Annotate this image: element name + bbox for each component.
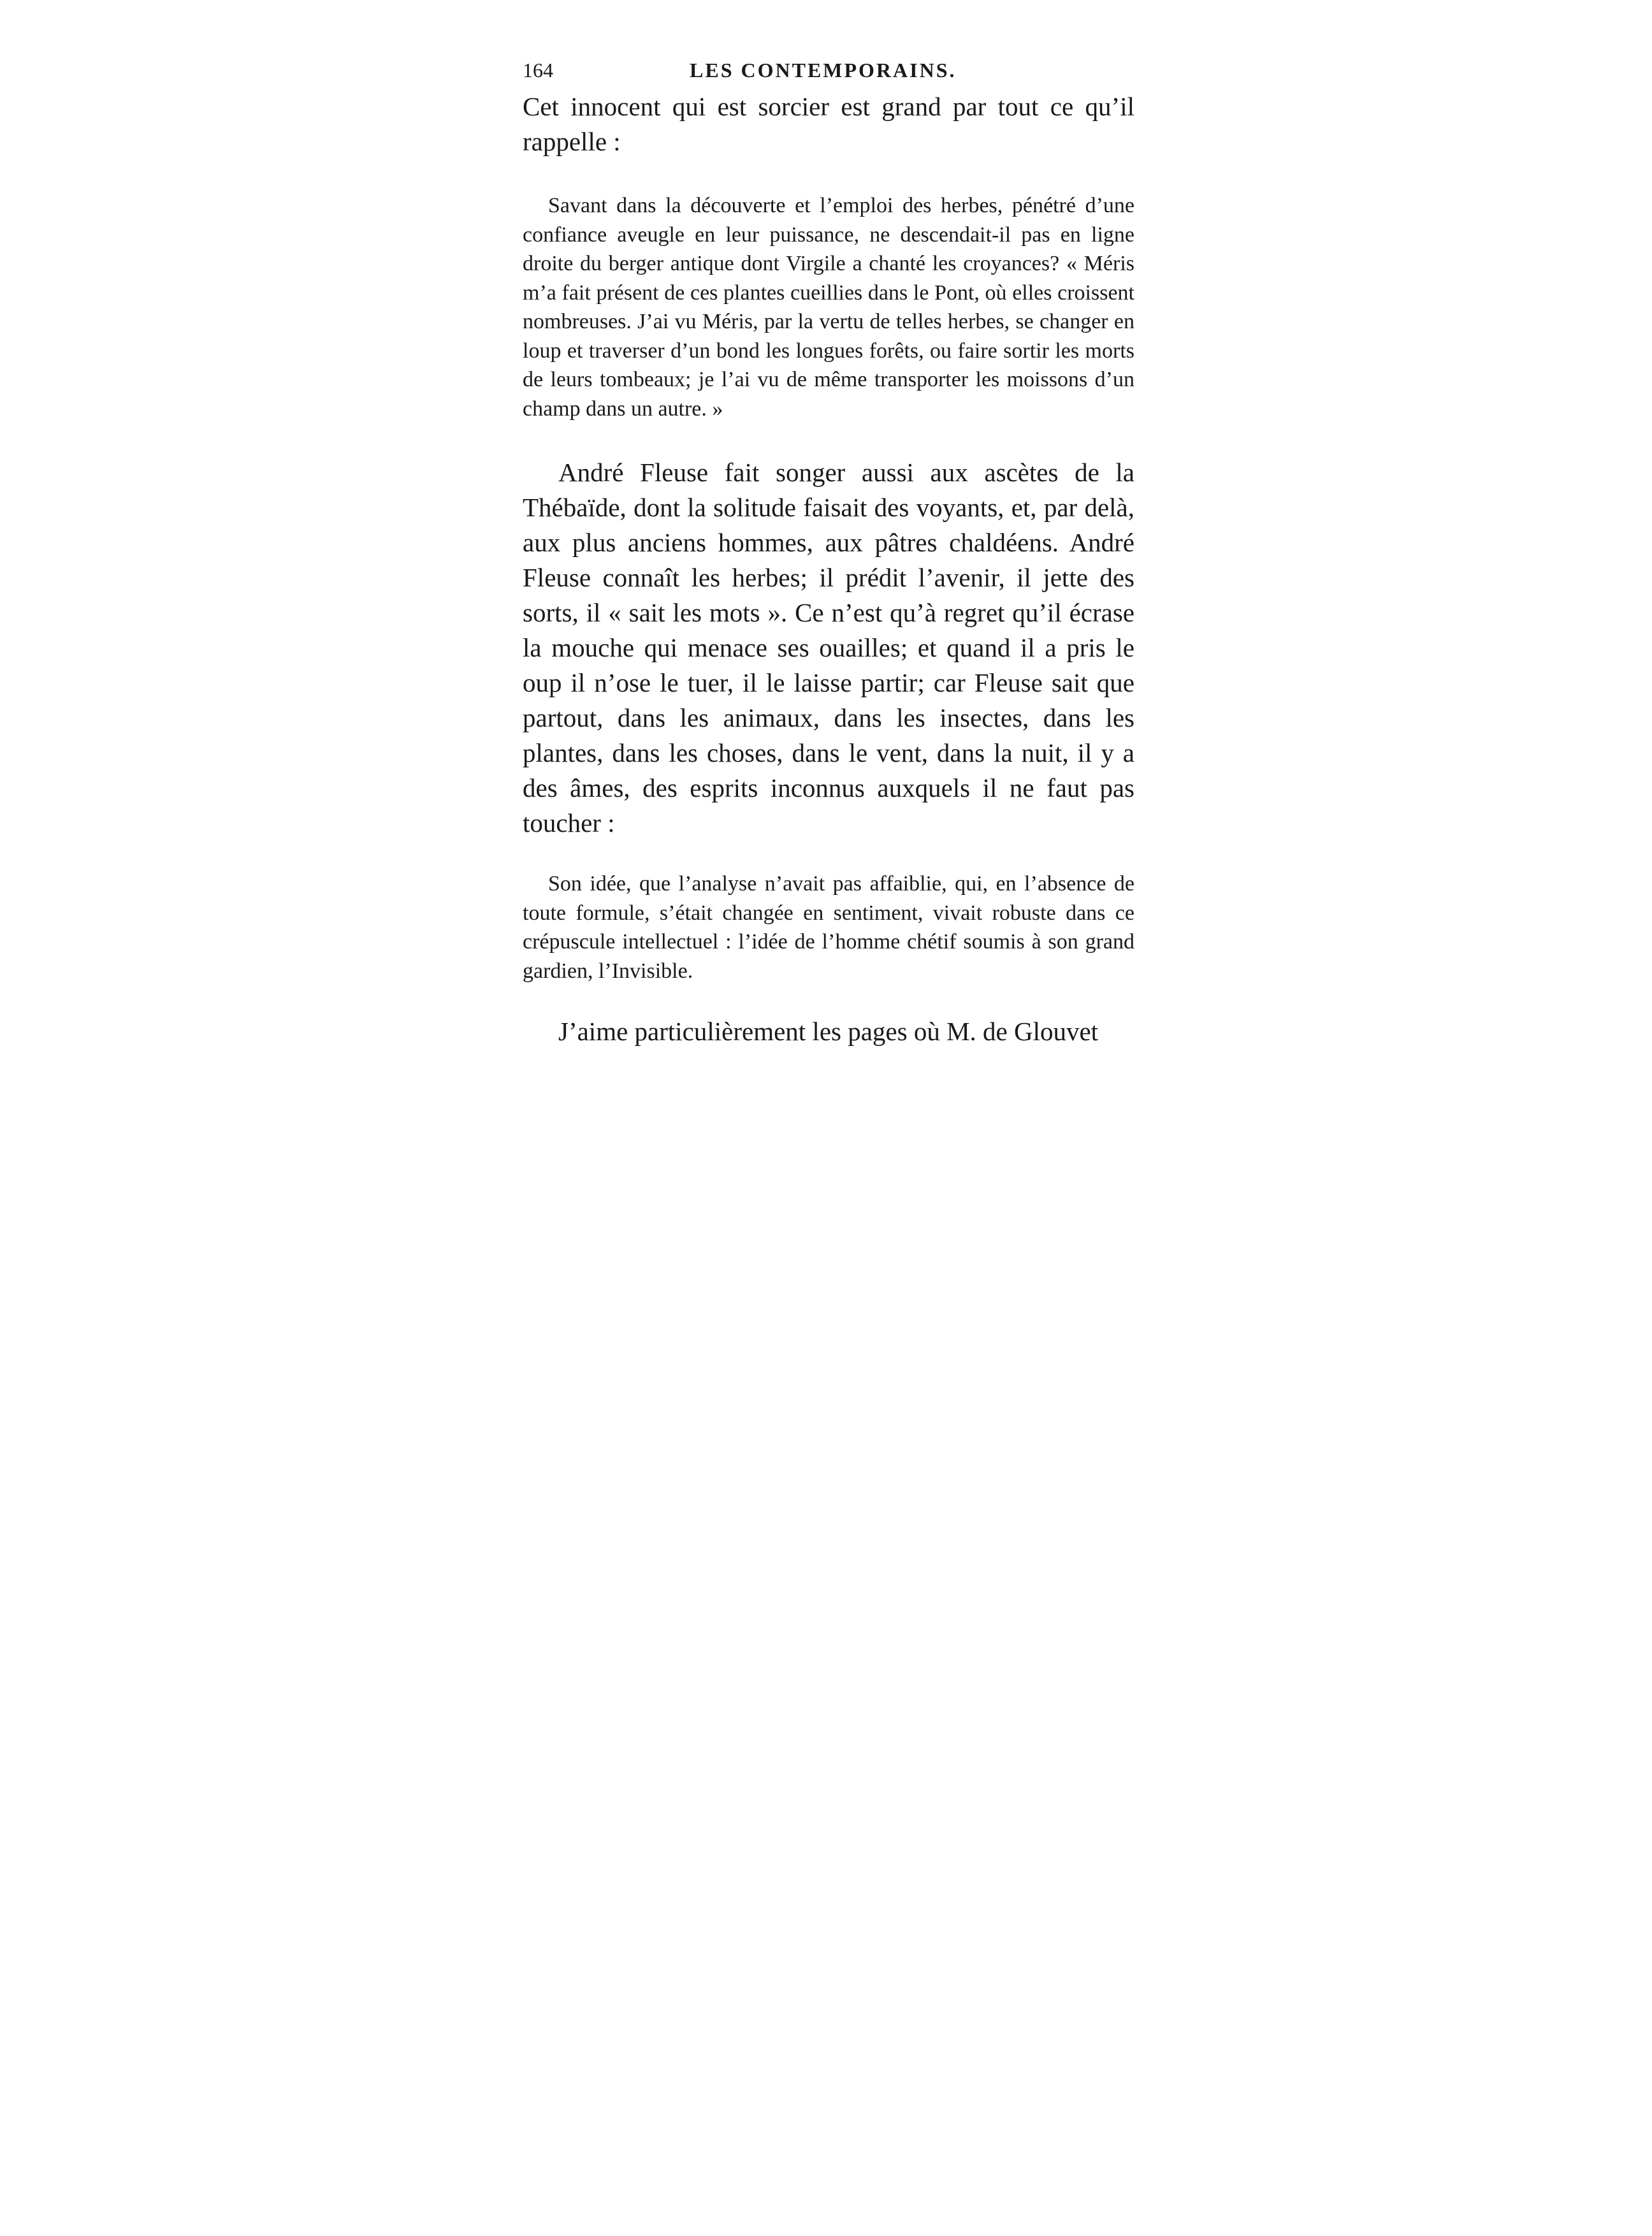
paragraph-3: J’aime particulièrement les pages où M. de Glouvet	[558, 1017, 1099, 1046]
block-quote-2: Son idée, que l’analyse n’avait pas affaiblie, qui, en l’absence de toute formule, s’était changée en sentiment, vivait robuste dans ce crépuscule intellectuel : l’idée de l’homme chétif soumis à son grand gardien, l’Invisible.	[523, 872, 1134, 983]
block-quote-1: Savant dans la découverte et l’emploi des herbes, pénétré d’une confiance aveugle en leur puissance, ne descendait-il pas en ligne droite du berger antique dont Virgile a chanté les croyances? « Méris m’a fait présent de ces plantes cueillies dans le Pont, où elles croissent nombreuses. J’ai vu Méris, par la vertu de telles herbes, se changer en loup et traverser d’un bond les longues forêts, ou faire sortir les morts de leurs tombeaux; je l’ai vu de même transporter les moissons d’un champ dans un autre. »	[523, 194, 1134, 421]
page-number: 164	[523, 59, 553, 82]
running-head	[523, 51, 1134, 89]
book-page	[523, 51, 1134, 1049]
running-title: LES CONTEMPORAINS.	[690, 59, 957, 82]
paragraph-2: André Fleuse fait songer aussi aux ascètes de la Thébaïde, dont la solitude faisait des voyants, et, par delà, aux plus anciens hommes, aux pâtres chaldéens. André Fleuse connaît les herbes; il prédit l’avenir, il jette des sorts, il « sait les mots ». Ce n’est qu’à regret qu’il écrase la mouche qui menace ses ouailles; et quand il a pris le oup il n’ose le tuer, il le laisse partir; car Fleuse sait que partout, dans les animaux, dans les insectes, dans les plantes, dans les choses, dans le vent, dans la nuit, il y a des âmes, des esprits inconnus auxquels il ne faut pas toucher :	[523, 458, 1134, 838]
paragraph-1: Cet innocent qui est sorcier est grand par tout ce qu’il rappelle :	[523, 92, 1134, 156]
